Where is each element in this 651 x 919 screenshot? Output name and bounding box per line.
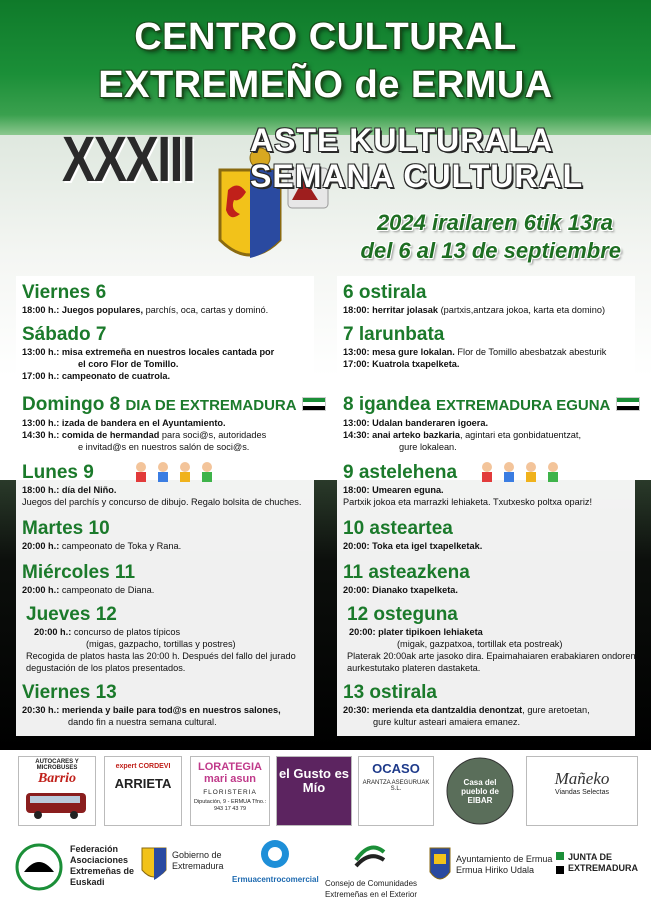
- day-block: [343, 518, 633, 552]
- extremadura-flag-icon: [616, 397, 640, 411]
- day-block: [22, 562, 312, 596]
- event-line: Juegos del parchís y concurso de dibujo. Regalo bolsita de chuches.: [22, 497, 302, 507]
- event-line: Partxik jokoa eta marrazki lehiaketa. Txutxesko poltxa opariz!: [343, 497, 593, 507]
- gobierno-name: Gobierno de Extremadura: [172, 850, 224, 871]
- sponsor-mari-asun: LORATEGIA mari asun FLORISTERIA Diputación, 9 - ERMUA Tfno.: 943 17 43 79: [190, 756, 270, 826]
- event-line: 17:00: Kuatrola txapelketa.: [343, 359, 460, 369]
- day-title: Jueves 12: [26, 604, 117, 625]
- day-title: 7 larunbata: [343, 324, 445, 345]
- children-icon: [131, 460, 221, 490]
- day-block: [22, 394, 312, 453]
- event-line: 20:00 h.: campeonato de Diana.: [22, 585, 155, 595]
- federation-logo-icon: [14, 842, 64, 892]
- bus-icon: [22, 787, 92, 821]
- event-line: gure lokalean.: [399, 442, 457, 452]
- event-line: 13:00 h.: misa extremeña en nuestros locales cantada por: [22, 347, 275, 357]
- ayuntamiento-name: Ayuntamiento de Ermua Ermua Hiriko Udala: [456, 854, 553, 875]
- day-block: [343, 324, 633, 370]
- children-icon: [477, 460, 567, 490]
- dates-basque: 2024 irailaren 6tik 13ra: [376, 210, 613, 235]
- extremadura-flag-icon: [302, 397, 326, 411]
- event-line: el coro Flor de Tomillo.: [78, 359, 179, 369]
- consejo-logo-icon: [350, 840, 390, 872]
- subtitle-basque: ASTE KULTURALA: [250, 122, 554, 158]
- event-line: 20:00: plater tipikoen lehiaketa: [349, 627, 483, 637]
- day-tag: EXTREMADURA EGUNA: [435, 397, 611, 414]
- day-block: [22, 682, 312, 728]
- event-line: (migak, gazpatxoa, tortillak eta postreak): [397, 639, 563, 649]
- event-line: aurkestutako plateren dastaketa.: [347, 663, 481, 673]
- event-line: 20:00 h.: campeonato de Toka y Rana.: [22, 541, 182, 551]
- consejo-name: Consejo de Comunidades Extremeñas en el Exterior: [324, 879, 418, 899]
- day-title: 11 asteazkena: [343, 562, 470, 583]
- sponsor-el-gusto: el Gusto es Mío: [276, 756, 352, 826]
- institutional-footer: [0, 838, 651, 908]
- day-title: 12 osteguna: [347, 604, 458, 625]
- sponsor-ocaso: OCASO ARANTZA ASEGURUAK S.L.: [358, 756, 434, 826]
- event-line: 13:00 h.: izada de bandera en el Ayuntamiento.: [22, 418, 226, 428]
- event-line: degustación de los platos presentados.: [26, 663, 186, 673]
- event-line: 20:00: Toka eta igel txapelketak.: [343, 541, 483, 551]
- day-title: 13 ostirala: [343, 682, 437, 703]
- title-line-2: EXTREMEÑO de ERMUA: [98, 64, 553, 106]
- junta-black-square: [556, 866, 564, 874]
- ermua-shield-icon: [428, 842, 452, 886]
- junta-name: JUNTA DE EXTREMADURA: [568, 852, 639, 873]
- event-line: 18:00: Umearen eguna.: [343, 485, 444, 495]
- ermua-cc-name: Ermuacentrocomercial: [232, 875, 319, 884]
- day-title: 9 astelehena: [343, 462, 458, 483]
- event-line: 13:00: Udalan banderaren igoera.: [343, 418, 489, 428]
- event-line: 14:30 h.: comida de hermandad para soci@s, autoridades: [22, 430, 267, 440]
- ermua-cc-logo-icon: [255, 838, 295, 872]
- day-block: [343, 394, 633, 453]
- event-line: 14:30: anai arteko bazkaria, agintari eta gonbidatuentzat,: [343, 430, 582, 440]
- event-line: gure kultur asteari amaiera emanez.: [373, 717, 521, 727]
- event-line: 18:00 h.: Juegos populares, parchís, oca, cartas y dominó.: [22, 305, 269, 315]
- event-line: 20:30: merienda eta dantzaldia denontzat, gure aretoetan,: [343, 705, 590, 715]
- day-title: 10 asteartea: [343, 518, 453, 539]
- day-block: [26, 604, 316, 674]
- event-line: 18:00: herritar jolasak (partxis,antzara jokoa, karta eta domino): [343, 305, 606, 315]
- sponsor-barrio: AUTOCARES Y MICROBUSES Barrio: [18, 756, 96, 826]
- junta-green-square: [556, 852, 564, 860]
- sponsors-row: [18, 756, 638, 826]
- day-block: [22, 518, 312, 552]
- day-block: [22, 324, 312, 382]
- day-block: [22, 282, 312, 316]
- event-line: e invitad@s en nuestros salón de soci@s.: [78, 442, 250, 452]
- day-tag: DIA DE EXTREMADURA: [125, 397, 297, 414]
- day-block: [343, 282, 633, 316]
- event-line: Recogida de platos hasta las 20:00 h. Después del fallo del jurado: [26, 651, 296, 661]
- event-line: 17:00 h.: campeonato de cuatrola.: [22, 371, 171, 381]
- day-title: Domingo 8 DIA DE EXTREMADURA: [22, 394, 312, 417]
- event-line: 20:00: Dianako txapelketa.: [343, 585, 458, 595]
- day-title: Viernes 6: [22, 282, 107, 303]
- title-line-1: CENTRO CULTURAL: [134, 16, 517, 58]
- schedule-spanish-panel: [16, 276, 314, 736]
- federation-name: Federación Asociaciones Extremeñas de Euskadi: [70, 844, 135, 887]
- day-title: 6 ostirala: [343, 282, 427, 303]
- event-line: 18:00 h.: día del Niño.: [22, 485, 117, 495]
- gobierno-shield-icon: [140, 844, 168, 884]
- day-title: Lunes 9: [22, 462, 94, 483]
- event-line: (migas, gazpacho, tortillas y postres): [86, 639, 236, 649]
- day-title: Martes 10: [22, 518, 110, 539]
- day-title: Viernes 13: [22, 682, 117, 703]
- event-line: dando fin a nuestra semana cultural.: [68, 717, 217, 727]
- day-block: [347, 604, 637, 674]
- sponsor-arrieta: expert CORDEVI ARRIETA: [104, 756, 182, 826]
- dates-spanish: del 6 al 13 de septiembre: [360, 238, 621, 263]
- edition-numeral: XXXIII: [62, 123, 195, 195]
- event-line: 20:00 h.: concurso de platos típicos: [34, 627, 181, 637]
- schedule-basque-panel: [337, 276, 639, 736]
- day-block: [343, 562, 633, 596]
- day-title: 8 igandea EXTREMADURA EGUNA: [343, 394, 633, 417]
- sponsor-casa-pueblo: Casa del pueblo de EIBAR: [442, 756, 518, 826]
- event-line: Platerak 20:00ak arte jasoko dira. Epaimahaiaren erabakiaren ondoren,: [347, 651, 639, 661]
- day-block: [343, 682, 633, 728]
- day-title: Miércoles 11: [22, 562, 136, 583]
- event-line: 13:00: mesa gure lokalan. Flor de Tomillo abesbatzak abesturik: [343, 347, 607, 357]
- event-line: 20:30 h.: merienda y baile para tod@s en nuestros salones,: [22, 705, 281, 715]
- sponsor-maneko: Mañeko Viandas Selectas: [526, 756, 638, 826]
- subtitle-spanish: SEMANA CULTURAL: [250, 158, 584, 194]
- day-title: Sábado 7: [22, 324, 107, 345]
